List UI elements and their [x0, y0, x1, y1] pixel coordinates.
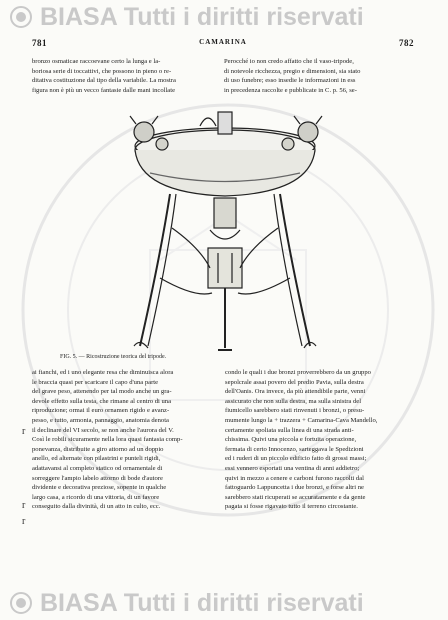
text-line: del grave peso, attenendo per tal modo anche un gra-	[32, 388, 172, 396]
text-line: le braccia quasi per scaricare il capo d'una parte	[32, 378, 159, 386]
text-line: adattavansi al completo statico od ornamentale di	[32, 464, 163, 472]
page-number-right: 782	[399, 38, 414, 48]
text-line: conseguito dalla divinità, di un atto in culto, ecc.	[32, 503, 161, 511]
figure-caption: FIG. 5. — Ricostruzione teorica del tripode.	[60, 354, 167, 360]
text-line: sepolcrale assai povero del predio Pavia, sulla destra	[225, 378, 364, 386]
text-line: anello, ed alternate con pilastrini e punteli rigidi,	[32, 455, 161, 463]
text-line: figura non è più un vecco fantasie dalle mani incollate	[32, 86, 175, 94]
watermark-logo-icon	[10, 6, 32, 28]
text-line: il declinare del VI secolo, se non anche l'aurora del V.	[32, 426, 174, 434]
text-line: boriosa serie di toccattivi, che possono in pieno o re-	[32, 67, 172, 75]
top-left-column	[32, 57, 214, 95]
text-line: assicurato che non sulla destra, ma sulla sinistra del	[225, 397, 362, 405]
text-line: Così le robili sicuramente nella lora quasi fantasia comp-	[32, 436, 183, 444]
watermark-logo-icon	[10, 592, 32, 614]
text-line: condo le quali i due bronzi proverrebbero da un gruppo	[225, 369, 371, 376]
text-line: essi vennero esportati una ventina di anni addietro;	[225, 464, 360, 472]
bottom-left-column	[32, 368, 220, 512]
text-line: ditativa costituzione dal tipo della variabile. La mostra	[32, 77, 176, 85]
text-line: largo casa, a ricordo di una vittoria, di un favore	[32, 493, 160, 501]
watermark-text-top: BIASA Tutti i diritti riservati	[40, 2, 364, 31]
watermark-bottom	[0, 586, 448, 620]
text-line: di notevole ricchezza, pregio e dimensioni, sia stato	[224, 67, 361, 75]
text-line: chissima. Quivi una piccola e fortuita operazione,	[225, 436, 357, 444]
text-line: di uso funebre; esso insedie le informazioni in ess	[224, 77, 356, 85]
text-line: mumente lungo la + trazzera + Camarina-Cava Mandello,	[225, 416, 378, 424]
text-line: dividente e decorativa preziose, sopente in qualche	[32, 484, 167, 492]
text-line: certamente spoliata sulla linea di una strada anti-	[225, 426, 354, 434]
text-line: ed i ruderi di un piccolo edificio fatto di grossi massi;	[225, 455, 367, 463]
text-line: sorreggere l'ampio labelo attorno di bode d'autore	[32, 474, 163, 482]
margin-mark: r	[22, 516, 26, 527]
text-line: fermata di certo Innocenzo, sarteggava le Spedizioni	[225, 445, 364, 453]
running-title: CAMARINA	[199, 38, 247, 46]
text-line: fattoguardo Lappuncetta i due bronzi, e forse altri ne	[225, 484, 364, 492]
text-line: pagata si fosse rigavato tutto il terreno circostante.	[225, 503, 358, 511]
bottom-right-column	[225, 368, 414, 512]
text-line: dell'Oanis. Ora invece, da più attendibile parte, venni	[225, 388, 366, 396]
text-line: ai fianchi, ed i uno elegante resa che diminuisca alora	[32, 369, 174, 376]
text-line: devole effetto sulla testa, che rimane al centro di una	[32, 397, 172, 405]
text-line: quivi in mezzo a cenere e carboni furono raccolti dal	[225, 474, 364, 482]
text-line: in precedenza raccolte e pubblicate in C. p. 56, se-	[224, 86, 357, 94]
text-line: fiumicello sarebbero stati rinvenuti i bronzi, o presu-	[225, 407, 365, 415]
watermark-top	[0, 0, 448, 34]
tripod-illustration	[100, 98, 350, 356]
text-line: ponevanza, distribuite a giro attorno ad un doppio	[32, 445, 164, 453]
watermark-text-bottom: BIASA Tutti i diritti riservati	[40, 588, 364, 617]
page-number-left: 781	[32, 38, 47, 48]
text-line: pesso, e tutto, armonia, pannaggio, anatomia denota	[32, 416, 169, 424]
text-line: bronzo osmaticae raccoevane certo la lunga e la-	[32, 58, 161, 65]
margin-mark: r	[22, 426, 26, 437]
page-header	[32, 38, 414, 52]
top-right-column	[224, 57, 414, 95]
text-line: sarebbero stati ricuperati se accuratamente e da gente	[225, 493, 366, 501]
text-line: riproduzione; ormai il euro ornamen rigido e avanz-	[32, 407, 170, 415]
margin-mark: r	[22, 500, 26, 511]
text-line: Perocché io non credo affatto che il vaso-tripode,	[224, 58, 354, 65]
